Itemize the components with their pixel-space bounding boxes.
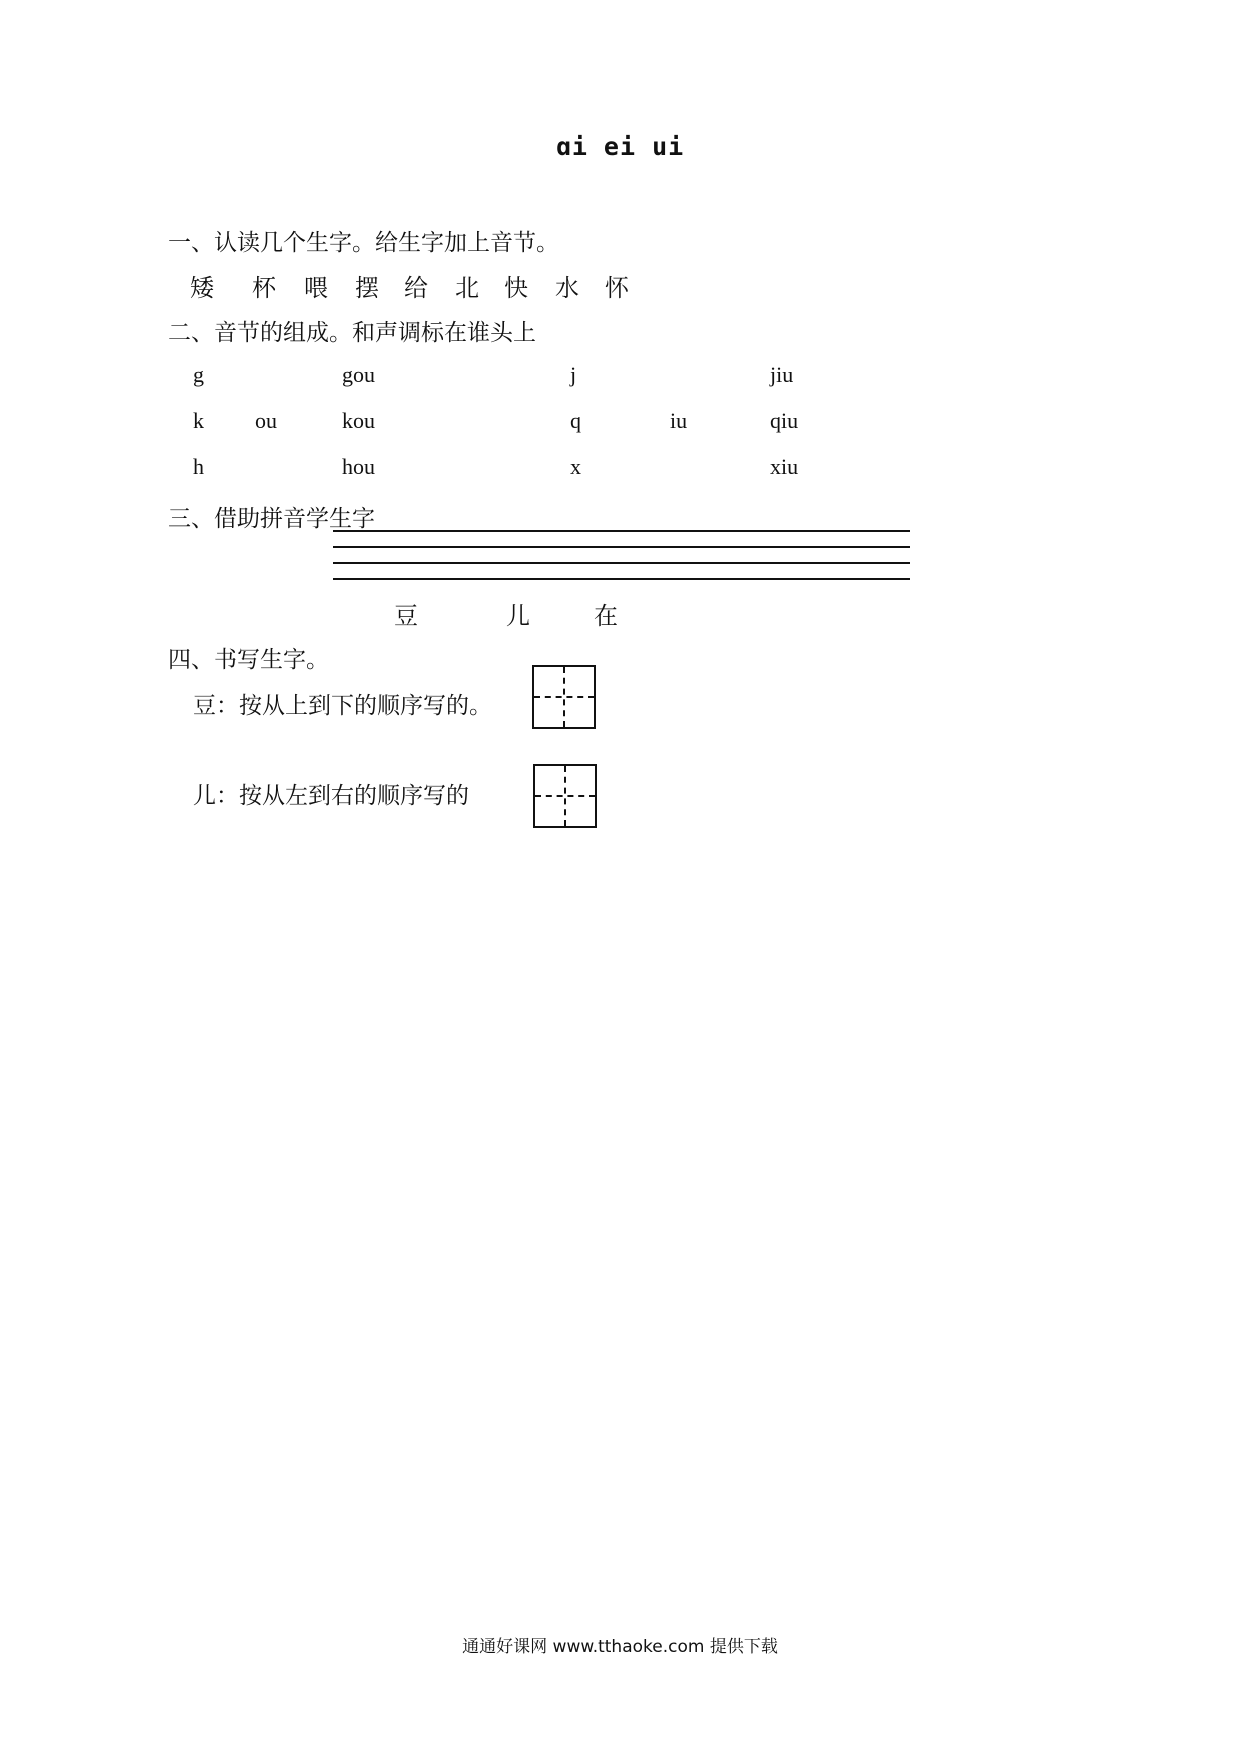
section-3-heading: 三、借助拼音学生字: [168, 506, 375, 532]
char-5: 给: [404, 274, 428, 302]
page-title: ɑi ei ui: [555, 132, 685, 161]
initial-x: x: [570, 454, 581, 479]
section-4-heading: 四、书写生字。: [168, 647, 329, 673]
char-3: 喂: [304, 274, 328, 302]
writing-line-3: [333, 562, 910, 564]
syllable-jiu: jiu: [770, 362, 794, 387]
initial-k: k: [193, 408, 204, 433]
char-4: 摆: [355, 274, 379, 302]
syllable-qiu: qiu: [770, 408, 799, 433]
grid-2-horizontal-guide: [535, 795, 595, 797]
char-7: 快: [504, 274, 528, 302]
char-9: 怀: [605, 274, 629, 302]
writing-line-1: [333, 530, 910, 532]
syllable-gou: gou: [342, 362, 375, 387]
initial-h: h: [193, 454, 204, 479]
writing-item-2-label: 儿：按从左到右的顺序写的: [193, 783, 469, 809]
char-2: 杯: [252, 274, 276, 302]
tianzi-grid-2[interactable]: [533, 764, 597, 828]
section-3-char-1: 豆: [394, 602, 418, 630]
grid-1-horizontal-guide: [534, 696, 594, 698]
char-8: 水: [555, 274, 579, 302]
writing-line-2: [333, 546, 910, 548]
char-1: 矮: [190, 274, 214, 302]
final-iu: iu: [670, 408, 688, 433]
footer-credit: 通通好课网 www.tthaoke.com 提供下载: [462, 1637, 778, 1657]
initial-g: g: [193, 362, 204, 387]
initial-q: q: [570, 408, 581, 433]
final-ou: ou: [255, 408, 277, 433]
section-2-heading: 二、音节的组成。和声调标在谁头上: [168, 320, 536, 346]
section-1-heading: 一、认读几个生字。给生字加上音节。: [168, 230, 559, 256]
initial-j: j: [570, 362, 577, 387]
section-3-char-3: 在: [594, 602, 618, 630]
syllable-xiu: xiu: [770, 454, 799, 479]
section-3-char-2: 儿: [506, 602, 530, 630]
writing-item-1-label: 豆：按从上到下的顺序写的。: [193, 693, 492, 719]
syllable-kou: kou: [342, 408, 375, 433]
char-6: 北: [455, 274, 479, 302]
syllable-hou: hou: [342, 454, 375, 479]
writing-line-4: [333, 578, 910, 580]
tianzi-grid-1[interactable]: [532, 665, 596, 729]
